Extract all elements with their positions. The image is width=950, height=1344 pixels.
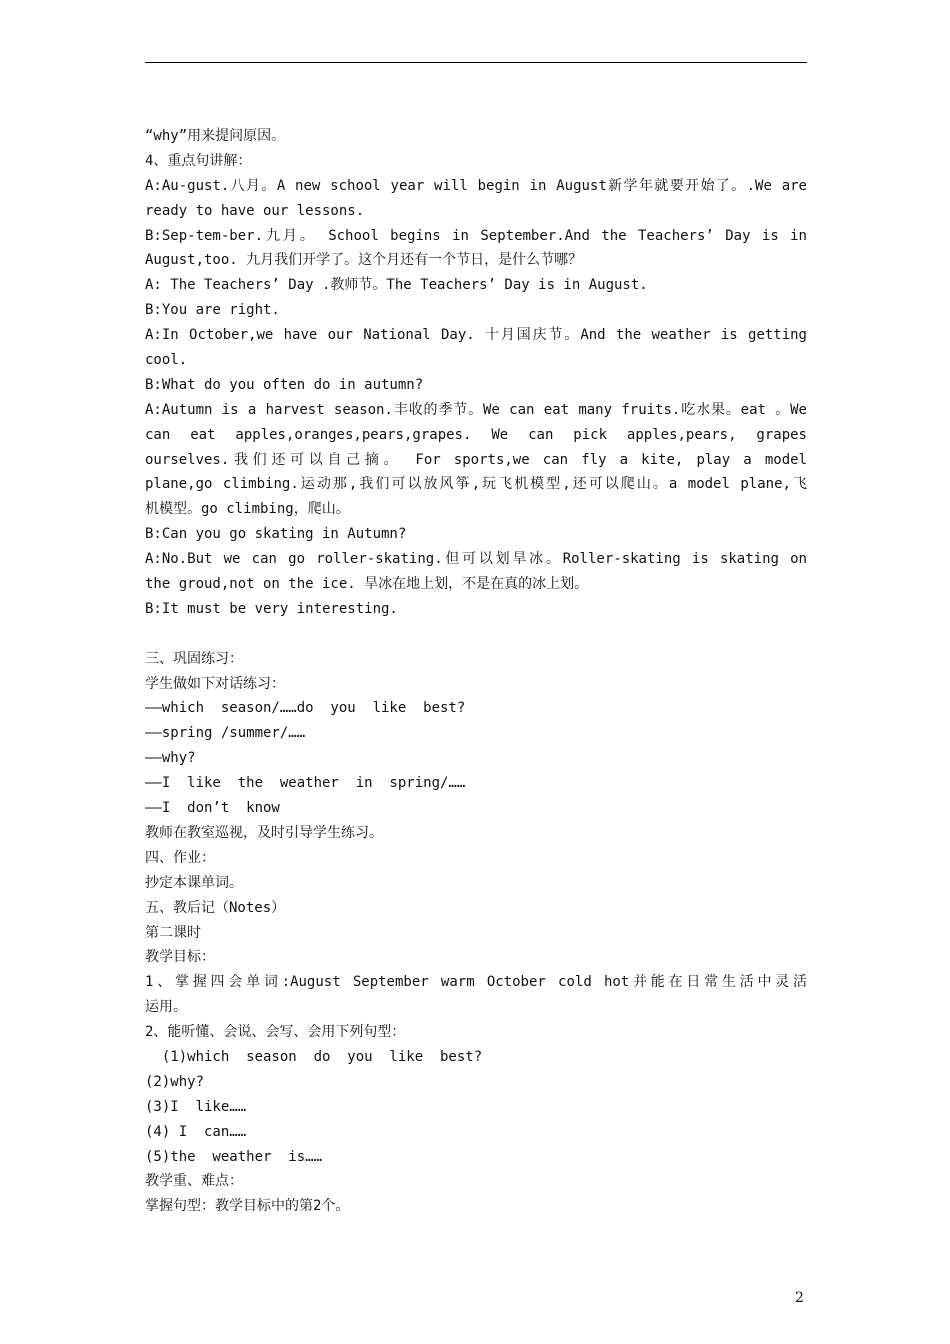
text-line: 机模型。go climbing，爬山。	[145, 501, 350, 518]
text-line: 掌握句型：教学目标中的第2个。	[145, 1198, 350, 1215]
document-body	[145, 124, 807, 1219]
page-number: 2	[795, 1290, 804, 1306]
text-line: B:You are right.	[145, 302, 280, 319]
section-heading: 三、巩固练习：	[145, 650, 243, 667]
text-line: B:Sep-tem-ber.九月。 School begins in September.And the Teachers’ Day is in	[145, 227, 807, 244]
dialogue-line: ——spring /summer/……	[145, 725, 306, 742]
text-line: can eat apples,oranges,pears,grapes. We can pick apples,pears, grapes	[145, 426, 807, 443]
sentence-pattern: (4) I can……	[145, 1123, 247, 1140]
sentence-pattern: (1)which season do you like best?	[145, 1048, 483, 1065]
dialogue-line: ——I don’t know	[145, 800, 280, 817]
section-heading: 教学重、难点：	[145, 1173, 243, 1190]
text-line: “why”用来提问原因。	[145, 128, 286, 144]
text-line: A:Au-gust.八月。A new school year will begin in August新学年就要开始了。.We are	[145, 177, 807, 194]
text-line: A:Autumn is a harvest season.丰收的季节。We can eat many fruits.吃水果。eat 。We	[145, 401, 807, 418]
text-line: 运用。	[145, 999, 187, 1016]
text-line: the groud,not on the ice. 旱冰在地上划，不是在真的冰上划。	[145, 576, 589, 593]
dialogue-line: ——which season/……do you like best?	[145, 700, 466, 717]
text-line: 1、掌握四会单词:August September warm October cold hot并能在日常生活中灵活	[145, 974, 807, 991]
sentence-pattern: (3)I like……	[145, 1098, 247, 1115]
sentence-pattern: (2)why?	[145, 1073, 205, 1090]
blank-line	[145, 622, 807, 647]
text-line: A: The Teachers’ Day .教师节。The Teachers’ Day is in August.	[145, 277, 648, 294]
text-line: August,too. 九月我们开学了。这个月还有一个节日，是什么节哪？	[145, 252, 583, 269]
section-heading: 第二课时	[145, 924, 201, 941]
section-heading: 四、作业：	[145, 849, 215, 866]
text-line: plane,go climbing.运动那,我们可以放风筝,玩飞机模型,还可以爬山。a model plane,飞	[145, 476, 807, 493]
text-line: ready to have our lessons.	[145, 202, 365, 219]
header-rule	[145, 62, 807, 63]
sentence-pattern: (5)the weather is……	[145, 1148, 323, 1165]
text-line: ourselves.我们还可以自己摘。 For sports,we can fly a kite, play a model	[145, 451, 807, 468]
text-line: cool.	[145, 352, 188, 369]
text-line: 学生做如下对话练习：	[145, 675, 285, 692]
section-heading: 五、教后记（Notes）	[145, 899, 286, 916]
text-line: 抄定本课单词。	[145, 874, 243, 891]
text-line: 2、能听懂、会说、会写、会用下列句型：	[145, 1024, 406, 1041]
text-line: 教师在教室巡视，及时引导学生练习。	[145, 824, 383, 841]
text-line: A:No.But we can go roller-skating.但可以划旱冰。Roller-skating is skating on	[145, 551, 807, 568]
text-line: B:It must be very interesting.	[145, 600, 398, 617]
text-line: B:What do you often do in autumn?	[145, 376, 424, 393]
dialogue-line: ——I like the weather in spring/……	[145, 775, 466, 792]
text-line: A:In October,we have our National Day. 十月国庆节。And the weather is getting	[145, 327, 807, 344]
text-line: B:Can you go skating in Autumn?	[145, 526, 407, 543]
section-heading: 教学目标：	[145, 949, 215, 966]
dialogue-line: ——why?	[145, 750, 196, 767]
section-heading: 4、重点句讲解：	[145, 152, 252, 169]
